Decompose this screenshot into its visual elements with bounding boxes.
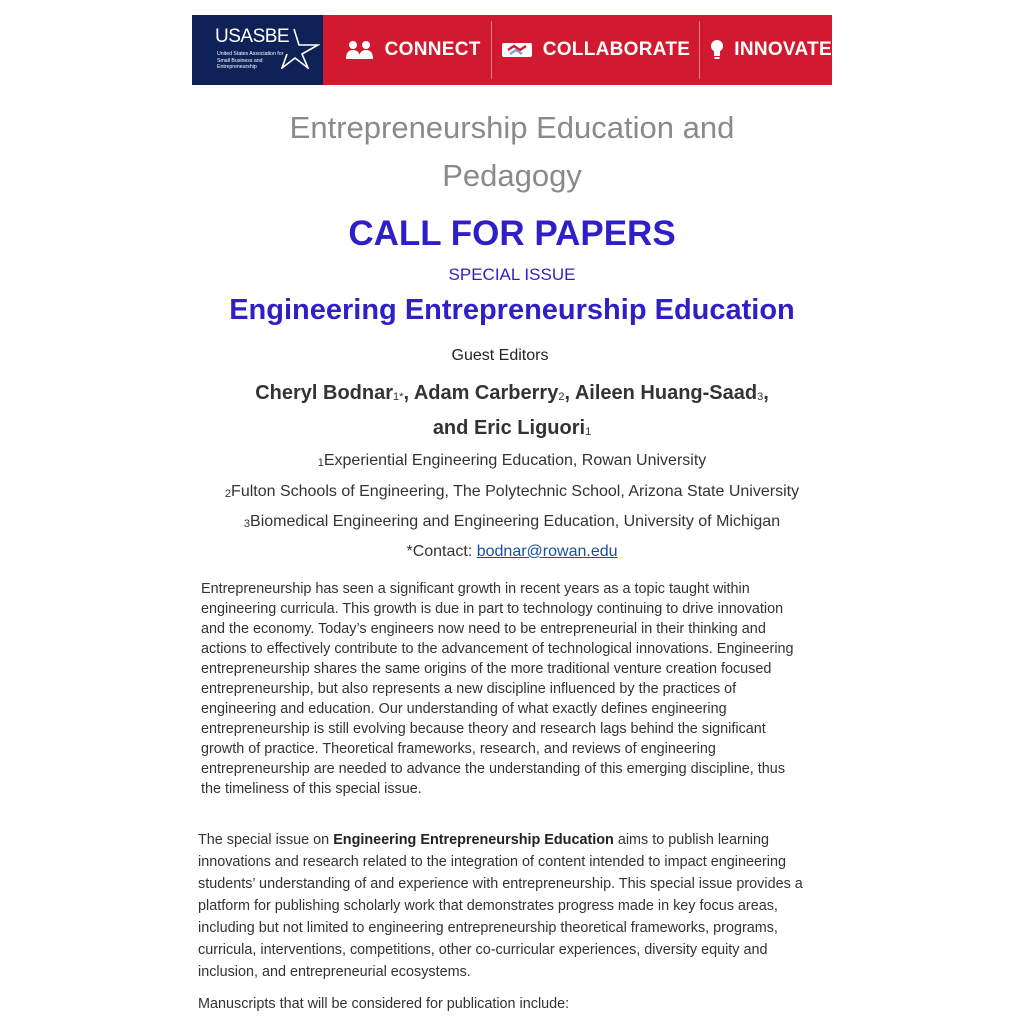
author-mark: 3 bbox=[757, 391, 764, 403]
pillar-label-connect: CONNECT bbox=[384, 39, 481, 60]
special-issue-title: Engineering Entrepreneurship Education bbox=[229, 294, 795, 326]
affiliation-mark: 3 bbox=[243, 518, 251, 530]
author-list: Cheryl Bodnar$^{1*}$, Adam Carberry$^2$, Aileen Huang-Saad$^3$, and Eric Liguori$^1$ bbox=[255, 382, 769, 439]
contact-line bbox=[0, 541, 1024, 563]
manuscripts-intro: Manuscripts that will be considered for publication include: bbox=[198, 996, 570, 1012]
affiliation-text: Experiential Engineering Education, Rowan University bbox=[323, 452, 707, 469]
logo-wordmark: USASBE bbox=[215, 26, 290, 47]
pillar-innovate bbox=[700, 21, 832, 79]
pillar-label-collaborate: COLLABORATE bbox=[542, 39, 691, 60]
lightbulb-icon bbox=[710, 39, 724, 61]
pillar-connect bbox=[323, 21, 491, 79]
author-name: Aileen Huang-Saad bbox=[574, 382, 758, 404]
author-conjunction: and bbox=[432, 417, 474, 439]
logo-tagline: United States Association for Small Business and Entrepreneurship bbox=[217, 51, 284, 70]
affiliation-text: Fulton Schools of Engineering, The Polytechnic School, Arizona State University bbox=[231, 483, 800, 500]
author-mark: 1 bbox=[585, 426, 592, 438]
special-issue-label: SPECIAL ISSUE bbox=[448, 265, 576, 284]
aims-lead: The special issue on bbox=[198, 832, 334, 848]
contact-label: *Contact: bbox=[406, 543, 477, 560]
affiliation-line bbox=[0, 481, 1024, 505]
usasbe-logo bbox=[192, 15, 323, 85]
aims-paragraph bbox=[198, 829, 823, 983]
pillar-collaborate bbox=[492, 21, 700, 79]
handshake-icon bbox=[501, 40, 533, 60]
author-mark: 2 bbox=[558, 391, 565, 403]
contact-email-link[interactable]: bodnar@rowan.edu bbox=[476, 543, 618, 560]
header-banner bbox=[192, 15, 832, 85]
star-icon bbox=[280, 27, 320, 69]
author-name: Cheryl Bodnar bbox=[255, 382, 394, 404]
call-for-papers-heading: CALL FOR PAPERS bbox=[348, 214, 676, 253]
people-icon bbox=[345, 40, 375, 60]
pillars-bar bbox=[323, 15, 832, 85]
pillar-label-innovate: INNOVATE bbox=[734, 39, 832, 60]
affiliation-mark: 2 bbox=[224, 488, 232, 500]
aims-bold-title: Engineering Entrepreneurship Education bbox=[333, 832, 614, 848]
guest-editors-label: Guest Editors bbox=[451, 347, 549, 364]
aims-rest: aims to publish learning innovations and research related to the integration of content intended to impact engineering students’ understanding of and experience with entrepreneurship. This special issue provides a platform for publishing scholarly work that demonstrates progress made in key focus areas, including but not limited to engineering entrepreneurship theoretical frameworks, programs, curricula, interventions, competitions, other co-curricular experiences, diversity equity and inclusion, and entrepreneurial ecosystems. bbox=[198, 832, 803, 980]
journal-title: Entrepreneurship Education and Pedagogy bbox=[289, 110, 735, 193]
affiliation-line bbox=[0, 450, 1024, 474]
author-mark: 1* bbox=[393, 391, 404, 403]
affiliation-text: Biomedical Engineering and Engineering Education, University of Michigan bbox=[250, 513, 781, 530]
intro-paragraph: Entrepreneurship has seen a significant growth in recent years as a topic taught within engineering curricula. This growth is due in part to technology continuing to drive innovation and the economy. Today’s engineers now need to be entrepreneurial in their thinking and actions to effectively contribute to the advancement of technological innovations. Engineering entrepreneurship shares the same origins of the more traditional venture creation focused entrepreneurship, but also represents a new discipline influenced by the practices of engineering and education. Our understanding of what exactly defines engineering entrepreneurship is still evolving because theory and research lags behind the significant growth of practice. Theoretical frameworks, research, and reviews of engineering entrepreneurship are needed to advance the understanding of this emerging discipline, thus the timeliness of this special issue. bbox=[201, 581, 794, 797]
author-name: Eric Liguori bbox=[473, 417, 586, 439]
affiliation-line bbox=[0, 511, 1024, 535]
author-name: Adam Carberry bbox=[413, 382, 559, 404]
affiliation-mark: 1 bbox=[317, 457, 324, 469]
